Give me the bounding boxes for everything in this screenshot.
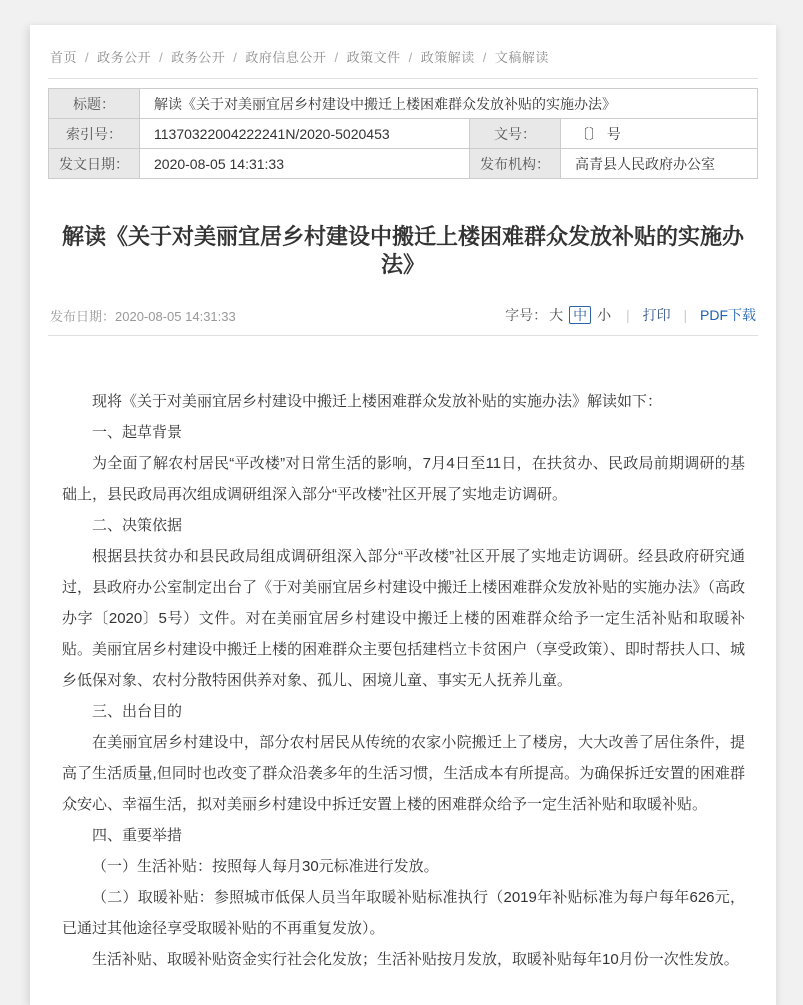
font-small-button[interactable]: 小: [597, 307, 612, 323]
section-heading: 二、决策依据: [92, 517, 183, 534]
meta-date-label: 发文日期：: [49, 149, 140, 179]
paragraph: 为全面了解农村居民“平改楼”对日常生活的影响，7月4日至11日，在扶贫办、民政局前期调研的基础上，县民政局再次组成调研组深入部分“平改楼”社区开展了实地走访调研。: [62, 455, 745, 503]
meta-docno-label: 文号：: [470, 119, 561, 149]
toolbar-separator: |: [683, 307, 688, 323]
meta-row-index: [49, 119, 758, 149]
breadcrumb-item[interactable]: 政务公开: [97, 50, 152, 65]
meta-title-value: 解读《关于对美丽宜居乡村建设中搬迁上楼困难群众发放补贴的实施办法》: [140, 89, 758, 119]
breadcrumb-item[interactable]: 政策解读: [420, 50, 475, 65]
article-body: [48, 386, 758, 975]
paragraph: 根据县扶贫办和县民政局组成调研组深入部分“平改楼”社区开展了实地走访调研。经县政府研究通过，县政府办公室制定出台了《于对美丽宜居乡村建设中搬迁上楼困难群众发放补贴的实施办法》（高政办字〔2020〕5号）文件。对在美丽宜居乡村建设中搬迁上楼的困难群众给予一定生活补贴和取暖补贴。美丽宜居乡村建设中搬迁上楼的困难群众主要包括建档立卡贫困户（享受政策）、即时帮扶人口、城乡低保对象、农村分散特困供养对象、孤儿、困境儿童、事实无人抚养儿童。: [62, 548, 745, 689]
paragraph: 现将《关于对美丽宜居乡村建设中搬迁上楼困难群众发放补贴的实施办法》解读如下：: [92, 393, 663, 410]
section-heading: 三、出台目的: [92, 703, 183, 720]
publish-date: [50, 306, 236, 325]
breadcrumb-separator: /: [408, 50, 413, 65]
breadcrumb-separator: /: [85, 50, 90, 65]
breadcrumb-item[interactable]: 文稿解读: [494, 50, 549, 65]
meta-index-label: 索引号：: [49, 119, 140, 149]
meta-title-label: 标题：: [49, 89, 140, 119]
meta-row-title: [49, 89, 758, 119]
meta-index-value: 11370322004222241N/2020-5020453: [140, 119, 470, 149]
meta-table: [48, 88, 758, 179]
paragraph: （一）生活补贴：按照每人每月30元标准进行发放。: [92, 858, 439, 875]
paragraph: 生活补贴、取暖补贴资金实行社会化发放；生活补贴按月发放，取暖补贴每年10月份一次性发放。: [92, 951, 739, 968]
publish-date-label: 发布日期：: [50, 308, 116, 324]
paragraph: 在美丽宜居乡村建设中，部分农村居民从传统的农家小院搬迁上了楼房，大大改善了居住条件，提高了生活质量,但同时也改变了群众沿袭多年的生活习惯，生活成本有所提高。为确保拆迁安置的困难群众安心、幸福生活，拟对美丽乡村建设中拆迁安置上楼的困难群众给予一定生活补贴和取暖补贴。: [62, 734, 745, 813]
toolbar-separator: |: [626, 307, 630, 323]
article-title: 解读《关于对美丽宜居乡村建设中搬迁上楼困难群众发放补贴的实施办法》: [61, 224, 744, 277]
pdf-download-button[interactable]: PDF下载: [700, 307, 756, 323]
breadcrumb-separator: /: [482, 50, 487, 65]
breadcrumb-separator: /: [334, 50, 339, 65]
font-large-button[interactable]: 大: [549, 307, 564, 323]
breadcrumb-item[interactable]: 政策文件: [346, 50, 401, 65]
font-size-label: 字号：: [505, 307, 548, 323]
section-heading: 一、起草背景: [92, 424, 183, 441]
breadcrumb-separator: /: [159, 50, 164, 65]
breadcrumb-item[interactable]: 首页: [50, 50, 78, 65]
print-button[interactable]: 打印: [642, 307, 671, 323]
meta-agency-value: 高青县人民政府办公室: [561, 149, 758, 179]
breadcrumb-separator: /: [233, 50, 238, 65]
publish-date-value: 2020-08-05 14:31:33: [115, 308, 236, 324]
font-medium-button[interactable]: 中: [569, 306, 591, 324]
content-panel: [30, 25, 776, 1005]
meta-agency-label: 发布机构：: [470, 149, 561, 179]
paragraph: （二）取暖补贴：参照城市低保人员当年取暖补贴标准执行（2019年补贴标准为每户每年626元，已通过其他途径享受取暖补贴的不再重复发放）。: [62, 889, 745, 937]
breadcrumb-item[interactable]: 政府信息公开: [245, 50, 327, 65]
breadcrumb-divider: [48, 78, 758, 79]
meta-row-date: [49, 149, 758, 179]
toolbar-divider: [48, 335, 758, 336]
section-heading: 四、重要举措: [92, 827, 183, 844]
breadcrumb: [48, 39, 758, 78]
toolbar-actions: [505, 305, 756, 325]
meta-docno-value: 〔〕 号: [561, 119, 758, 149]
breadcrumb-item[interactable]: 政务公开: [171, 50, 226, 65]
article-toolbar: [48, 305, 758, 335]
meta-date-value: 2020-08-05 14:31:33: [140, 149, 470, 179]
